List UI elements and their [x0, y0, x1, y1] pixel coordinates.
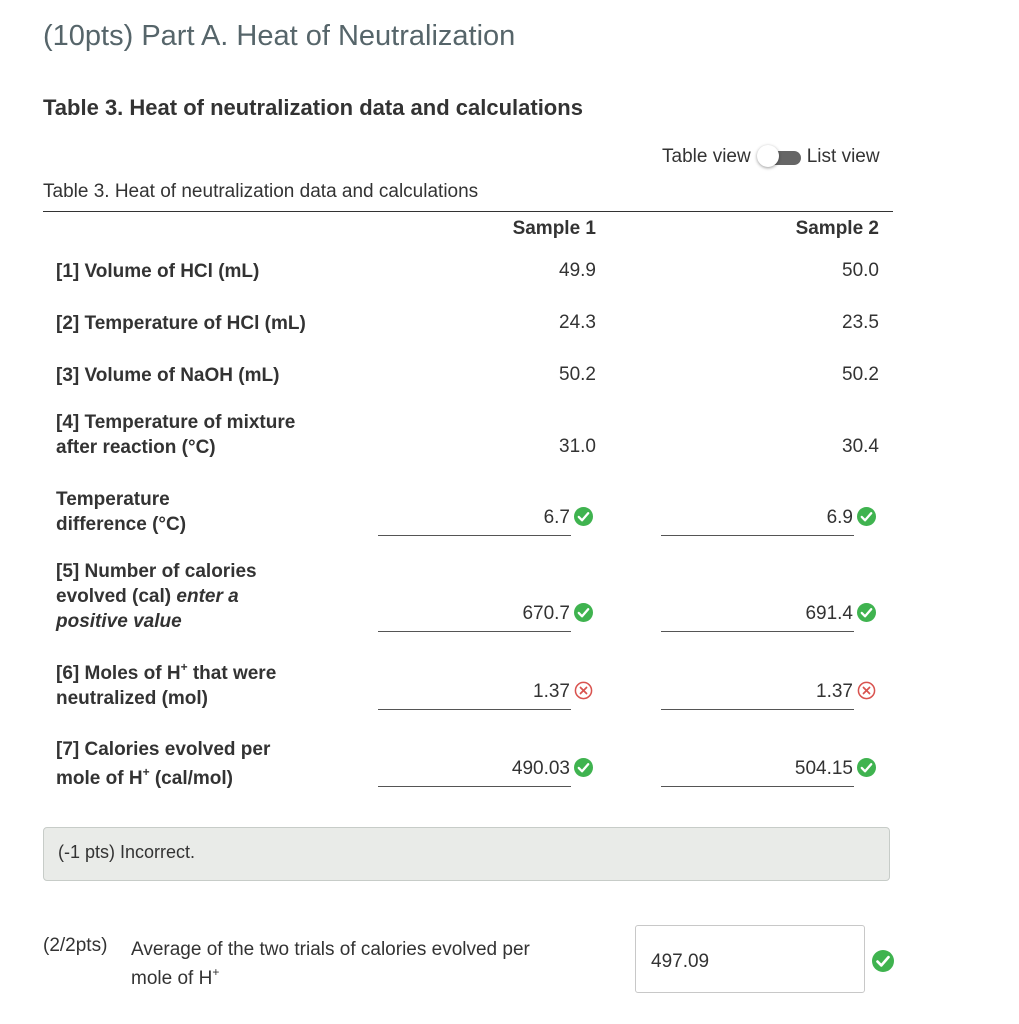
caption-divider	[43, 211, 893, 212]
label-line: that were	[187, 663, 277, 684]
cell-temperature-hcl-sample-2: 23.5	[842, 312, 879, 333]
average-input[interactable]	[635, 925, 865, 993]
check-circle-icon	[872, 950, 894, 972]
check-circle-icon	[574, 507, 593, 526]
label-line: [7] Calories evolved per	[56, 739, 271, 760]
label-line: [4] Temperature of mixture	[56, 412, 296, 433]
row-label-temperature-mixture	[56, 410, 295, 460]
label-line: [5] Number of calories	[56, 561, 257, 582]
check-circle-icon	[857, 507, 876, 526]
input-value: 6.7	[543, 507, 570, 528]
cell-temperature-mixture-sample-2: 30.4	[842, 436, 879, 457]
input-value: 504.15	[794, 758, 853, 779]
label-line: [6] Moles of H	[56, 663, 181, 684]
input-value: 691.4	[805, 603, 853, 624]
input-moles-h-sample-1[interactable]	[378, 681, 571, 710]
input-calories-evolved-sample-2[interactable]	[661, 603, 854, 632]
cell-volume-naoh-sample-2: 50.2	[842, 364, 879, 385]
average-label	[131, 935, 591, 993]
label-line: mole of H	[56, 768, 143, 789]
cell-temperature-hcl-sample-1: 24.3	[559, 312, 596, 333]
input-calories-per-mole-sample-1[interactable]	[378, 758, 571, 787]
row-label-temperature-hcl: [2] Temperature of HCl (mL)	[56, 313, 306, 334]
table-caption: Table 3. Heat of neutralization data and calculations	[43, 181, 479, 202]
check-circle-icon	[574, 603, 593, 622]
label-line: Temperature	[56, 489, 170, 510]
check-circle-icon	[857, 603, 876, 622]
label-hint: positive value	[56, 611, 182, 632]
view-toggle-switch[interactable]	[757, 148, 801, 166]
label-hint: enter a	[176, 586, 239, 607]
feedback-box	[43, 827, 890, 881]
input-value: 1.37	[533, 681, 570, 702]
row-label-volume-hcl: [1] Volume of HCl (mL)	[56, 261, 260, 282]
table-heading: Table 3. Heat of neutralization data and calculations	[43, 95, 583, 120]
label-line: mole of H	[131, 968, 213, 989]
input-temperature-difference-sample-2[interactable]	[661, 507, 854, 536]
list-view-label[interactable]: List view	[806, 146, 880, 167]
feedback-text: (-1 pts) Incorrect.	[58, 842, 196, 862]
row-label-volume-naoh: [3] Volume of NaOH (mL)	[56, 365, 280, 386]
label-line: evolved (cal)	[56, 586, 177, 607]
input-value: 1.37	[816, 681, 853, 702]
cell-temperature-mixture-sample-1: 31.0	[559, 436, 596, 457]
row-label-calories-per-mole	[56, 735, 270, 793]
input-temperature-difference-sample-1[interactable]	[378, 507, 571, 536]
table-view-label[interactable]: Table view	[662, 146, 751, 167]
input-value: 6.9	[826, 507, 853, 528]
input-value: 670.7	[522, 603, 570, 624]
x-circle-icon	[574, 681, 593, 700]
input-moles-h-sample-2[interactable]	[661, 681, 854, 710]
input-value: 490.03	[511, 758, 570, 779]
input-calories-evolved-sample-1[interactable]	[378, 603, 571, 632]
label-line: neutralized (mol)	[56, 688, 209, 709]
cell-volume-hcl-sample-1: 49.9	[559, 260, 596, 281]
superscript: +	[180, 660, 188, 674]
view-toggle	[662, 146, 880, 168]
check-circle-icon	[574, 758, 593, 777]
column-header-sample-1: Sample 1	[512, 218, 596, 239]
label-line: after reaction (°C)	[56, 437, 216, 458]
check-circle-icon	[857, 758, 876, 777]
label-line: (cal/mol)	[149, 768, 233, 789]
input-calories-per-mole-sample-2[interactable]	[661, 758, 854, 787]
average-points: (2/2pts)	[43, 935, 108, 956]
toggle-knob[interactable]	[757, 145, 779, 167]
superscript: +	[142, 765, 150, 779]
label-line: Average of the two trials of calories evolved per	[131, 939, 530, 960]
superscript: +	[212, 965, 220, 979]
part-title: (10pts) Part A. Heat of Neutralization	[43, 20, 516, 52]
row-label-temperature-difference	[56, 487, 186, 537]
row-label-calories-evolved	[56, 559, 257, 634]
cell-volume-naoh-sample-1: 50.2	[559, 364, 596, 385]
cell-volume-hcl-sample-2: 50.0	[842, 260, 879, 281]
label-line: difference (°C)	[56, 514, 187, 535]
input-value: 497.09	[651, 951, 710, 972]
x-circle-icon	[857, 681, 876, 700]
row-label-moles-h	[56, 661, 276, 711]
column-header-sample-2: Sample 2	[795, 218, 879, 239]
